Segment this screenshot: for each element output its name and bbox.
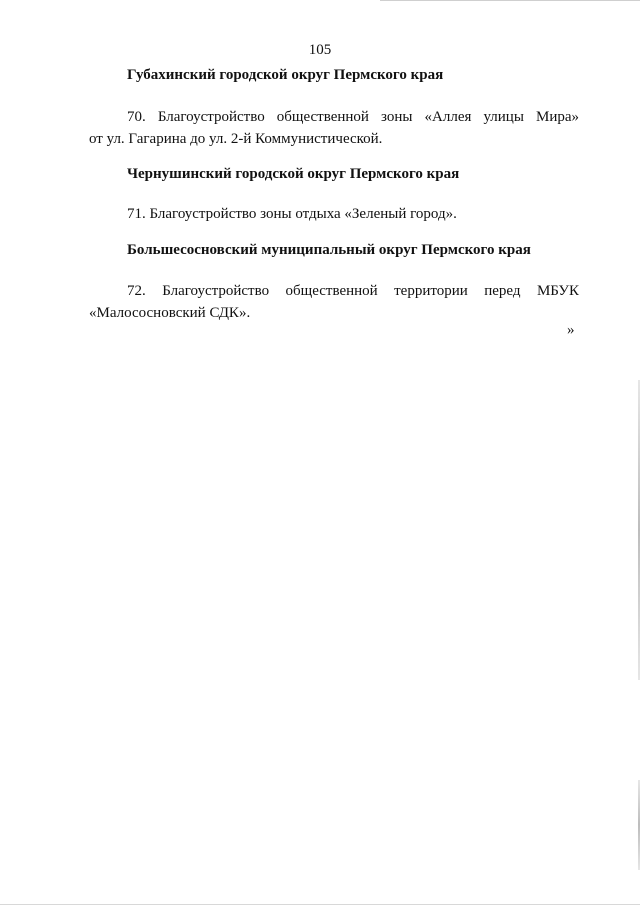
- paragraph-line: 70. Благоустройство общественной зоны «Аллея улицы Мира»: [127, 109, 579, 125]
- paragraph-line: 71. Благоустройство зоны отдыха «Зеленый город».: [127, 206, 457, 222]
- paragraph-item-71: [89, 203, 579, 225]
- section-heading-chernushka: Чернушинский городской округ Пермского края: [127, 166, 460, 182]
- paragraph-item-72: [89, 280, 579, 324]
- paragraph-line: 72. Благоустройство общественной территории перед МБУК: [127, 283, 579, 299]
- paragraph-item-70: [89, 106, 579, 150]
- paragraph-line: от ул. Гагарина до ул. 2-й Коммунистической.: [89, 131, 383, 147]
- closing-quote-mark: »: [567, 322, 575, 338]
- paragraph-line: «Малососновский СДК».: [89, 305, 251, 321]
- section-heading-bolshaya-sosnova: Большесосновский муниципальный округ Пермского края: [127, 242, 531, 258]
- page-number: 105: [308, 42, 332, 58]
- scan-edge-top: [380, 0, 640, 1]
- section-heading-gubakha: Губахинский городской округ Пермского края: [127, 67, 444, 83]
